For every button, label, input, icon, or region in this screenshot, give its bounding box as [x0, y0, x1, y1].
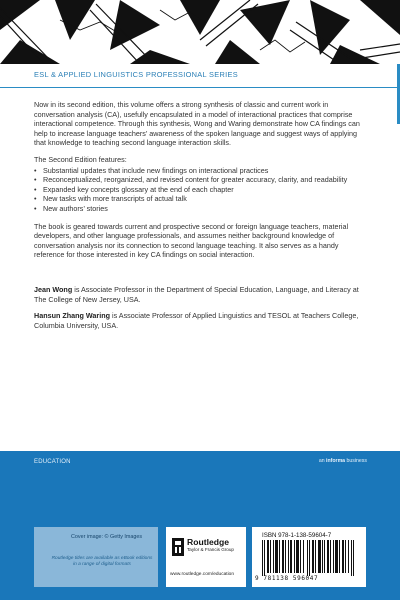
cover-pattern	[0, 0, 400, 64]
series-title: ESL & APPLIED LINGUISTICS PROFESSIONAL SERIES	[34, 70, 238, 79]
barcode-icon	[260, 540, 358, 576]
closing-paragraph: The book is geared towards current and prospective second or foreign language teachers, material developers, and other language professionals, and assumes neither background knowledge of conversation analysis nor its connection to second language teaching. It also serves as a handy reference for those interested in key CA findings on social interaction.	[34, 221, 349, 260]
feature-item: • New authors’ stories	[34, 204, 368, 214]
back-cover-text	[34, 100, 368, 337]
publisher-name: Routledge	[187, 537, 230, 547]
informa-tagline: an informa business	[318, 458, 367, 464]
barcode-digits: 9 781138 596047	[255, 575, 319, 582]
isbn-number: ISBN 978-1-138-59604-7	[262, 532, 332, 539]
author-description: is Associate Professor in the Department of Special Education, Language, and Literacy at The College of New Jersey, USA.	[34, 284, 359, 304]
geometric-pattern-icon	[0, 0, 400, 64]
cover-credit: Cover image: © Getty Images	[71, 534, 143, 540]
routledge-tower-icon	[172, 538, 184, 556]
author-bio	[34, 285, 368, 304]
footer-band	[0, 451, 400, 600]
author-name: Hansun Zhang Waring	[34, 311, 110, 321]
feature-item: • Expanded key concepts glossary at the end of each chapter	[34, 185, 368, 195]
cover-credit-box	[34, 527, 158, 587]
feature-item: • New tasks with more transcripts of actual talk	[34, 194, 368, 204]
feature-item: • Reconceptualized, reorganized, and revised content for greater accuracy, clarity, and readability	[34, 175, 368, 185]
series-header	[0, 64, 400, 88]
informa-brand: informa	[326, 458, 346, 464]
feature-item: • Substantial updates that include new findings on interactional practices	[34, 166, 368, 176]
publisher-group: Taylor & Francis Group	[187, 547, 234, 552]
author-bio	[34, 311, 368, 330]
publisher-logo-box	[166, 527, 246, 587]
publisher-url: www.routledge.com/education	[170, 572, 234, 577]
author-name: Jean Wong	[34, 284, 73, 294]
intro-paragraph: Now in its second edition, this volume offers a strong synthesis of classic and current work in conversation analysis (CA), usefully encapsulated in a model of interactional practices that comprise interactional competence. Through this synthesis, Wong and Waring demonstrate how CA findings can help to increase language teachers’ awareness of the spoken language and suggest ways of applying that knowledge to teaching second language interaction skills.	[34, 100, 360, 148]
author-bios	[34, 285, 368, 330]
category-label: EDUCATION	[34, 459, 71, 465]
features-list	[34, 166, 368, 214]
isbn-box	[252, 527, 366, 587]
features-heading: The Second Edition features:	[34, 154, 127, 164]
author-description: is Associate Professor of Applied Linguistics and TESOL at Teachers College, Columbia University, USA.	[34, 311, 359, 330]
ebook-note: Routledge titles are available as eBook editions in a range of digital formats	[51, 556, 153, 568]
